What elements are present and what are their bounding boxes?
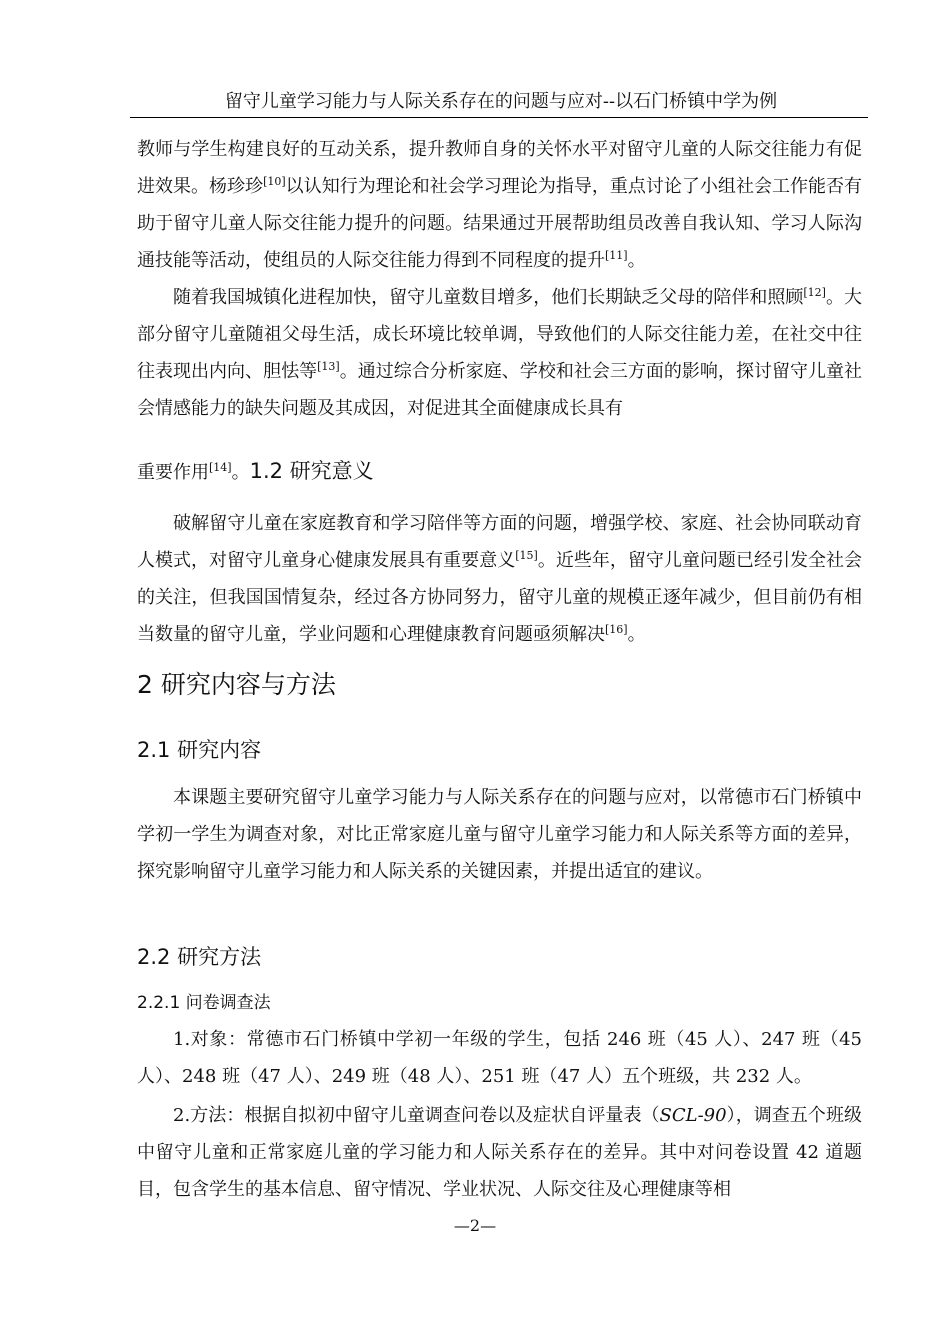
paragraph-text: 。 xyxy=(627,250,646,271)
citation: [12] xyxy=(803,286,826,299)
header-rule xyxy=(130,117,868,118)
paragraph-7 xyxy=(137,1097,862,1208)
paragraph-text: 教师与学生构建良好的互动关系，提升教师自身的关怀水平对留守儿童的人际交往能力有促进效果。杨珍珍 xyxy=(137,139,862,197)
paragraph-text: 。 xyxy=(627,624,646,645)
paragraph-text: 2.方法：根据自拟初中留守儿童调查问卷以及症状自评量表（ xyxy=(173,1105,660,1126)
paragraph-2 xyxy=(137,279,862,427)
citation: [15] xyxy=(515,549,538,562)
paragraph-4 xyxy=(137,505,862,653)
paragraph-text: 重要作用 xyxy=(137,462,209,483)
citation: [11] xyxy=(605,249,628,262)
subsection-heading-2-2-1: 2.2.1 问卷调查法 xyxy=(137,993,271,1013)
paragraph-text: 破解留守儿童在家庭教育和学习陪伴等方面的问题，增强学校、家庭、社会协同联动育人模式，对留守儿童身心健康发展具有重要意义 xyxy=(137,513,862,571)
paragraph-5: 本课题主要研究留守儿童学习能力与人际关系存在的问题与应对，以常德市石门桥镇中学初一学生为调查对象，对比正常家庭儿童与留守儿童学习能力和人际关系等方面的差异，探究影响留守儿童学习能力和人际关系的关键因素，并提出适宜的建议。 xyxy=(137,787,862,882)
paragraph-1 xyxy=(137,131,862,279)
paragraph-text: 。 xyxy=(231,462,250,483)
section-heading-1-2: 1.2 研究意义 xyxy=(249,459,374,483)
citation: [16] xyxy=(605,623,628,636)
running-header: 留守儿童学习能力与人际关系存在的问题与应对--以石门桥镇中学为例 xyxy=(224,91,778,112)
paragraph-text: 。近些年，留守儿童问题已经引发全社会的关注，但我国国情复杂，经过各方协同努力，留守儿童的规模正逐年减少，但目前仍有相当数量的留守儿童，学业问题和心理健康教育问题亟须解决 xyxy=(137,550,862,645)
paragraph-text: 随着我国城镇化进程加快，留守儿童数目增多，他们长期缺乏父母的陪伴和照顾 xyxy=(173,287,804,308)
paragraph-3 xyxy=(137,453,862,491)
citation: [13] xyxy=(317,360,340,373)
paragraph-text: 。通过综合分析家庭、学校和社会三方面的影响，探讨留守儿童社会情感能力的缺失问题及其成因，对促进其全面健康成长具有 xyxy=(137,361,863,419)
paragraph-6: 1.对象：常德市石门桥镇中学初一年级的学生，包括 246 班（45 人）、247 班（45 人）、248 班（47 人）、249 班（48 人）、251 班（47 人）五个班级，共 232 人。 xyxy=(137,1029,862,1087)
citation: [10] xyxy=(263,175,286,188)
page-number: —2— xyxy=(453,1216,497,1235)
paragraph-text: 以认知行为理论和社会学习理论为指导，重点讨论了小组社会工作能否有助于留守儿童人际交往能力提升的问题。结果通过开展帮助组员改善自我认知、学习人际沟通技能等活动，使组员的人际交往能力得到不同程度的提升 xyxy=(137,176,863,271)
section-heading-2-1: 2.1 研究内容 xyxy=(137,738,262,762)
paragraph-text: ），调查五个班级中留守儿童和正常家庭儿童的学习能力和人际关系存在的差异。其中对问卷设置 42 道题目，包含学生的基本信息、留守情况、学业状况、人际交往及心理健康等相 xyxy=(137,1105,863,1200)
chapter-heading-2: 2 研究内容与方法 xyxy=(137,670,336,699)
scale-name: SCL-90 xyxy=(659,1105,727,1126)
citation: [14] xyxy=(209,461,232,474)
section-heading-2-2: 2.2 研究方法 xyxy=(137,945,262,969)
paragraph-text: 。大部分留守儿童随祖父母生活，成长环境比较单调，导致他们的人际交往能力差，在社交中往往表现出内向、胆怯等 xyxy=(137,287,863,382)
